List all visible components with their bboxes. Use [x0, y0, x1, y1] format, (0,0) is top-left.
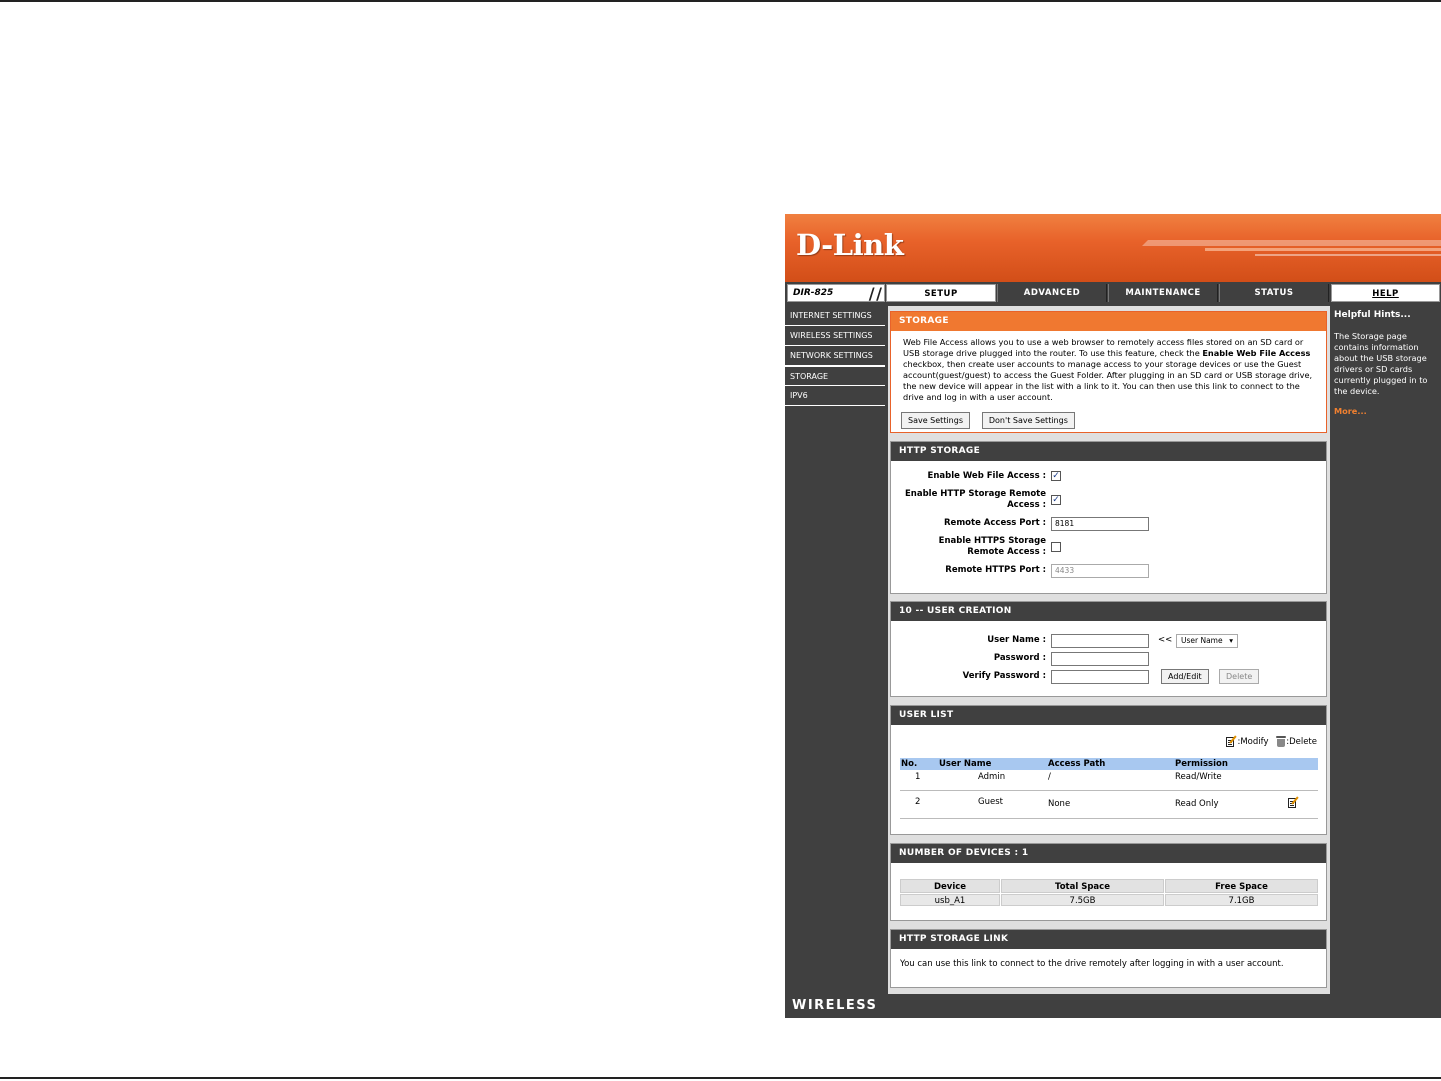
save-settings-button[interactable]: Save Settings [901, 412, 970, 429]
desc-part: Web File Access allows you to use a web browser to remotely access files stored on an SD card or USB storage drive plugged into the router. To use this feature, check the [903, 337, 1304, 358]
select-value: User Name [1181, 636, 1223, 645]
help-title: Helpful Hints... [1334, 310, 1411, 320]
verify-password-input[interactable] [1051, 670, 1149, 684]
cell-access-path: / [1048, 772, 1051, 782]
modify-icon [1226, 736, 1237, 747]
router-admin-screenshot [785, 214, 1441, 1018]
password-input[interactable] [1051, 652, 1149, 666]
banner-streak [1142, 240, 1441, 246]
user-creation-section [890, 601, 1327, 697]
sidebar-item-network-settings[interactable]: NETWORK SETTINGS [785, 346, 885, 366]
remote-access-port-input[interactable]: 8181 [1051, 517, 1149, 531]
field-label: User Name : [987, 635, 1046, 645]
cell-access-path: None [1048, 799, 1071, 809]
cell-permission: Read Only [1175, 799, 1219, 809]
model-label [787, 284, 885, 302]
tab-advanced[interactable]: ADVANCED [997, 284, 1107, 302]
add-edit-button[interactable]: Add/Edit [1161, 669, 1209, 684]
tab-help[interactable]: HELP [1331, 284, 1440, 302]
section-title: USER LIST [891, 706, 1326, 725]
enable-web-access-checkbox[interactable]: ✓ [1052, 471, 1060, 481]
cell-username: Admin [978, 772, 1006, 782]
model-name: DIR-825 [793, 288, 834, 298]
http-storage-section [890, 441, 1327, 594]
field-label: Access : [1007, 500, 1046, 510]
user-list-section [890, 705, 1327, 835]
sidebar [785, 306, 885, 994]
dlink-logo: D-Link [796, 228, 904, 262]
column-header: Access Path [1048, 759, 1106, 769]
legend-modify-label: :Modify [1237, 737, 1269, 747]
cell-no: 2 [915, 797, 921, 807]
cell-device[interactable]: usb_A1 [900, 894, 1000, 906]
column-header: Permission [1175, 759, 1228, 769]
username-select[interactable] [1176, 634, 1238, 648]
row-divider [900, 818, 1318, 819]
table-row [900, 796, 1318, 808]
field-label: Remote Access : [967, 547, 1046, 557]
field-label: Remote HTTPS Port : [945, 565, 1046, 575]
enable-https-checkbox[interactable] [1051, 542, 1061, 552]
footer-wireless-label: WIRELESS [792, 998, 878, 1013]
desc-part: checkbox, then create user accounts to manage access to your storage devices or use the Guest account(guest/guest) to access the Guest Folder. After plugging in an SD card or USB storage drive, the new device will appear in the list with a link to it. You can then use this link to connect to the drive and log in with a user account. [903, 359, 1313, 402]
sidebar-item-wireless-settings[interactable]: WIRELESS SETTINGS [785, 326, 885, 346]
table-header [900, 758, 1318, 770]
main-content [888, 306, 1330, 994]
help-more-link[interactable]: More... [1334, 406, 1367, 416]
section-title: HTTP STORAGE LINK [891, 930, 1326, 949]
column-header: User Name [939, 759, 992, 769]
banner-streak [1255, 254, 1441, 256]
copy-arrows: << [1158, 635, 1173, 645]
header-banner [785, 214, 1441, 282]
storage-link-section [890, 929, 1327, 988]
dont-save-settings-button[interactable]: Don't Save Settings [982, 412, 1075, 429]
field-label: Enable HTTP Storage Remote [904, 489, 1046, 499]
section-title: NUMBER OF DEVICES : 1 [891, 844, 1326, 863]
cell-free-space: 7.1GB [1165, 894, 1318, 906]
table-row [900, 771, 1318, 783]
user-list-legend [1226, 736, 1317, 747]
cell-permission: Read/Write [1175, 772, 1222, 782]
section-title: STORAGE [891, 312, 1326, 331]
top-navigation [785, 282, 1441, 306]
banner-streak [1205, 248, 1441, 251]
legend-delete-label: :Delete [1286, 737, 1317, 747]
top-rule [0, 0, 1441, 2]
chevron-down-icon: ▾ [1229, 636, 1233, 645]
storage-description [891, 331, 1326, 405]
column-header: Free Space [1165, 879, 1318, 893]
tab-status[interactable]: STATUS [1219, 284, 1329, 302]
field-label: Verify Password : [962, 671, 1046, 681]
column-header: No. [901, 759, 918, 769]
field-label: Enable Web File Access : [927, 471, 1046, 481]
column-header: Device [900, 879, 1000, 893]
tab-maintenance[interactable]: MAINTENANCE [1108, 284, 1218, 302]
column-header: Total Space [1001, 879, 1164, 893]
remote-https-port-input[interactable]: 4433 [1051, 564, 1149, 578]
delete-user-button[interactable]: Delete [1219, 669, 1259, 684]
enable-remote-access-checkbox[interactable]: ✓ [1052, 495, 1060, 505]
cell-no: 1 [915, 772, 921, 782]
cell-username: Guest [978, 797, 1003, 807]
sidebar-item-ipv6[interactable]: IPV6 [785, 386, 885, 406]
devices-section [890, 843, 1327, 921]
username-input[interactable] [1051, 634, 1149, 648]
storage-section [890, 311, 1327, 433]
storage-link-text: You can use this link to connect to the drive remotely after logging in with a user account. [900, 959, 1284, 969]
sidebar-item-internet-settings[interactable]: INTERNET SETTINGS [785, 306, 885, 326]
bottom-rule [0, 1077, 1441, 1079]
footer-bar [785, 994, 1441, 1018]
row-divider [900, 790, 1318, 791]
desc-bold: Enable Web File Access [1202, 348, 1311, 358]
field-label: Password : [993, 653, 1046, 663]
sidebar-item-storage[interactable]: STORAGE [785, 366, 885, 386]
edit-user-icon[interactable] [1288, 797, 1299, 808]
section-title: 10 -- USER CREATION [891, 602, 1326, 621]
tab-setup[interactable]: SETUP [886, 284, 996, 302]
model-slash-decoration: / / [868, 284, 880, 303]
field-label: Remote Access Port : [944, 518, 1046, 528]
field-label: Enable HTTPS Storage [938, 536, 1046, 546]
help-panel [1330, 306, 1441, 994]
section-title: HTTP STORAGE [891, 442, 1326, 461]
help-text: The Storage page contains information about the USB storage drivers or SD cards currently plugged in to the device. [1334, 331, 1428, 396]
delete-icon [1276, 736, 1286, 747]
cell-total-space: 7.5GB [1001, 894, 1164, 906]
